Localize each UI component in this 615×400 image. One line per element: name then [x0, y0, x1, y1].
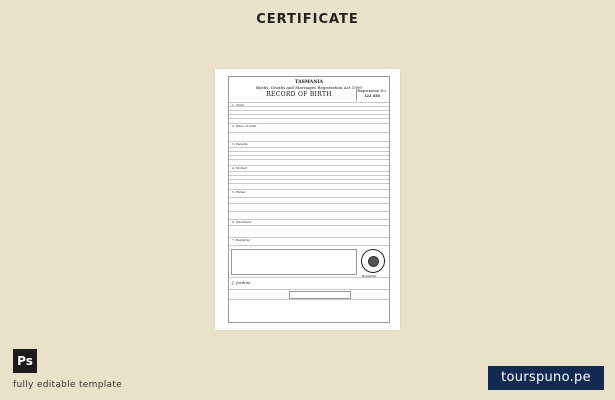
record-of-birth-form: [228, 76, 390, 323]
country-name: TASMANIA: [294, 80, 324, 85]
form-heading: RECORD OF BIRTH: [266, 91, 332, 98]
photoshop-icon: Ps: [13, 349, 37, 373]
certification-box: [231, 249, 357, 275]
page-title: CERTIFICATE: [256, 12, 359, 27]
section-father: 5. Father: [232, 190, 246, 194]
act-name: Births, Deaths and Marriages Registration Act 1999: [256, 85, 362, 90]
registration-label: Registration No.: [357, 89, 387, 93]
registration-number: 123 456: [364, 94, 380, 98]
section-informant: 6. Informant: [232, 220, 252, 224]
section-place-of-birth: 2. Place of birth: [232, 124, 257, 128]
registrar-signature: J. Jardine: [232, 280, 251, 285]
registration-box: [356, 89, 387, 101]
official-seal-icon: [361, 249, 385, 273]
section-registrar: 7. Registrar: [232, 238, 251, 242]
certificate-preview: [215, 69, 400, 330]
editable-template-label: fully editable template: [13, 380, 122, 390]
stamp-label: Registrar: [362, 274, 377, 278]
section-parents: 3. Parents: [232, 142, 248, 146]
brand-badge[interactable]: tourspuno.pe: [488, 366, 604, 390]
section-mother: 4. Mother: [232, 166, 248, 170]
signature-box: [289, 291, 351, 299]
section-child: 1. Child: [232, 103, 244, 107]
